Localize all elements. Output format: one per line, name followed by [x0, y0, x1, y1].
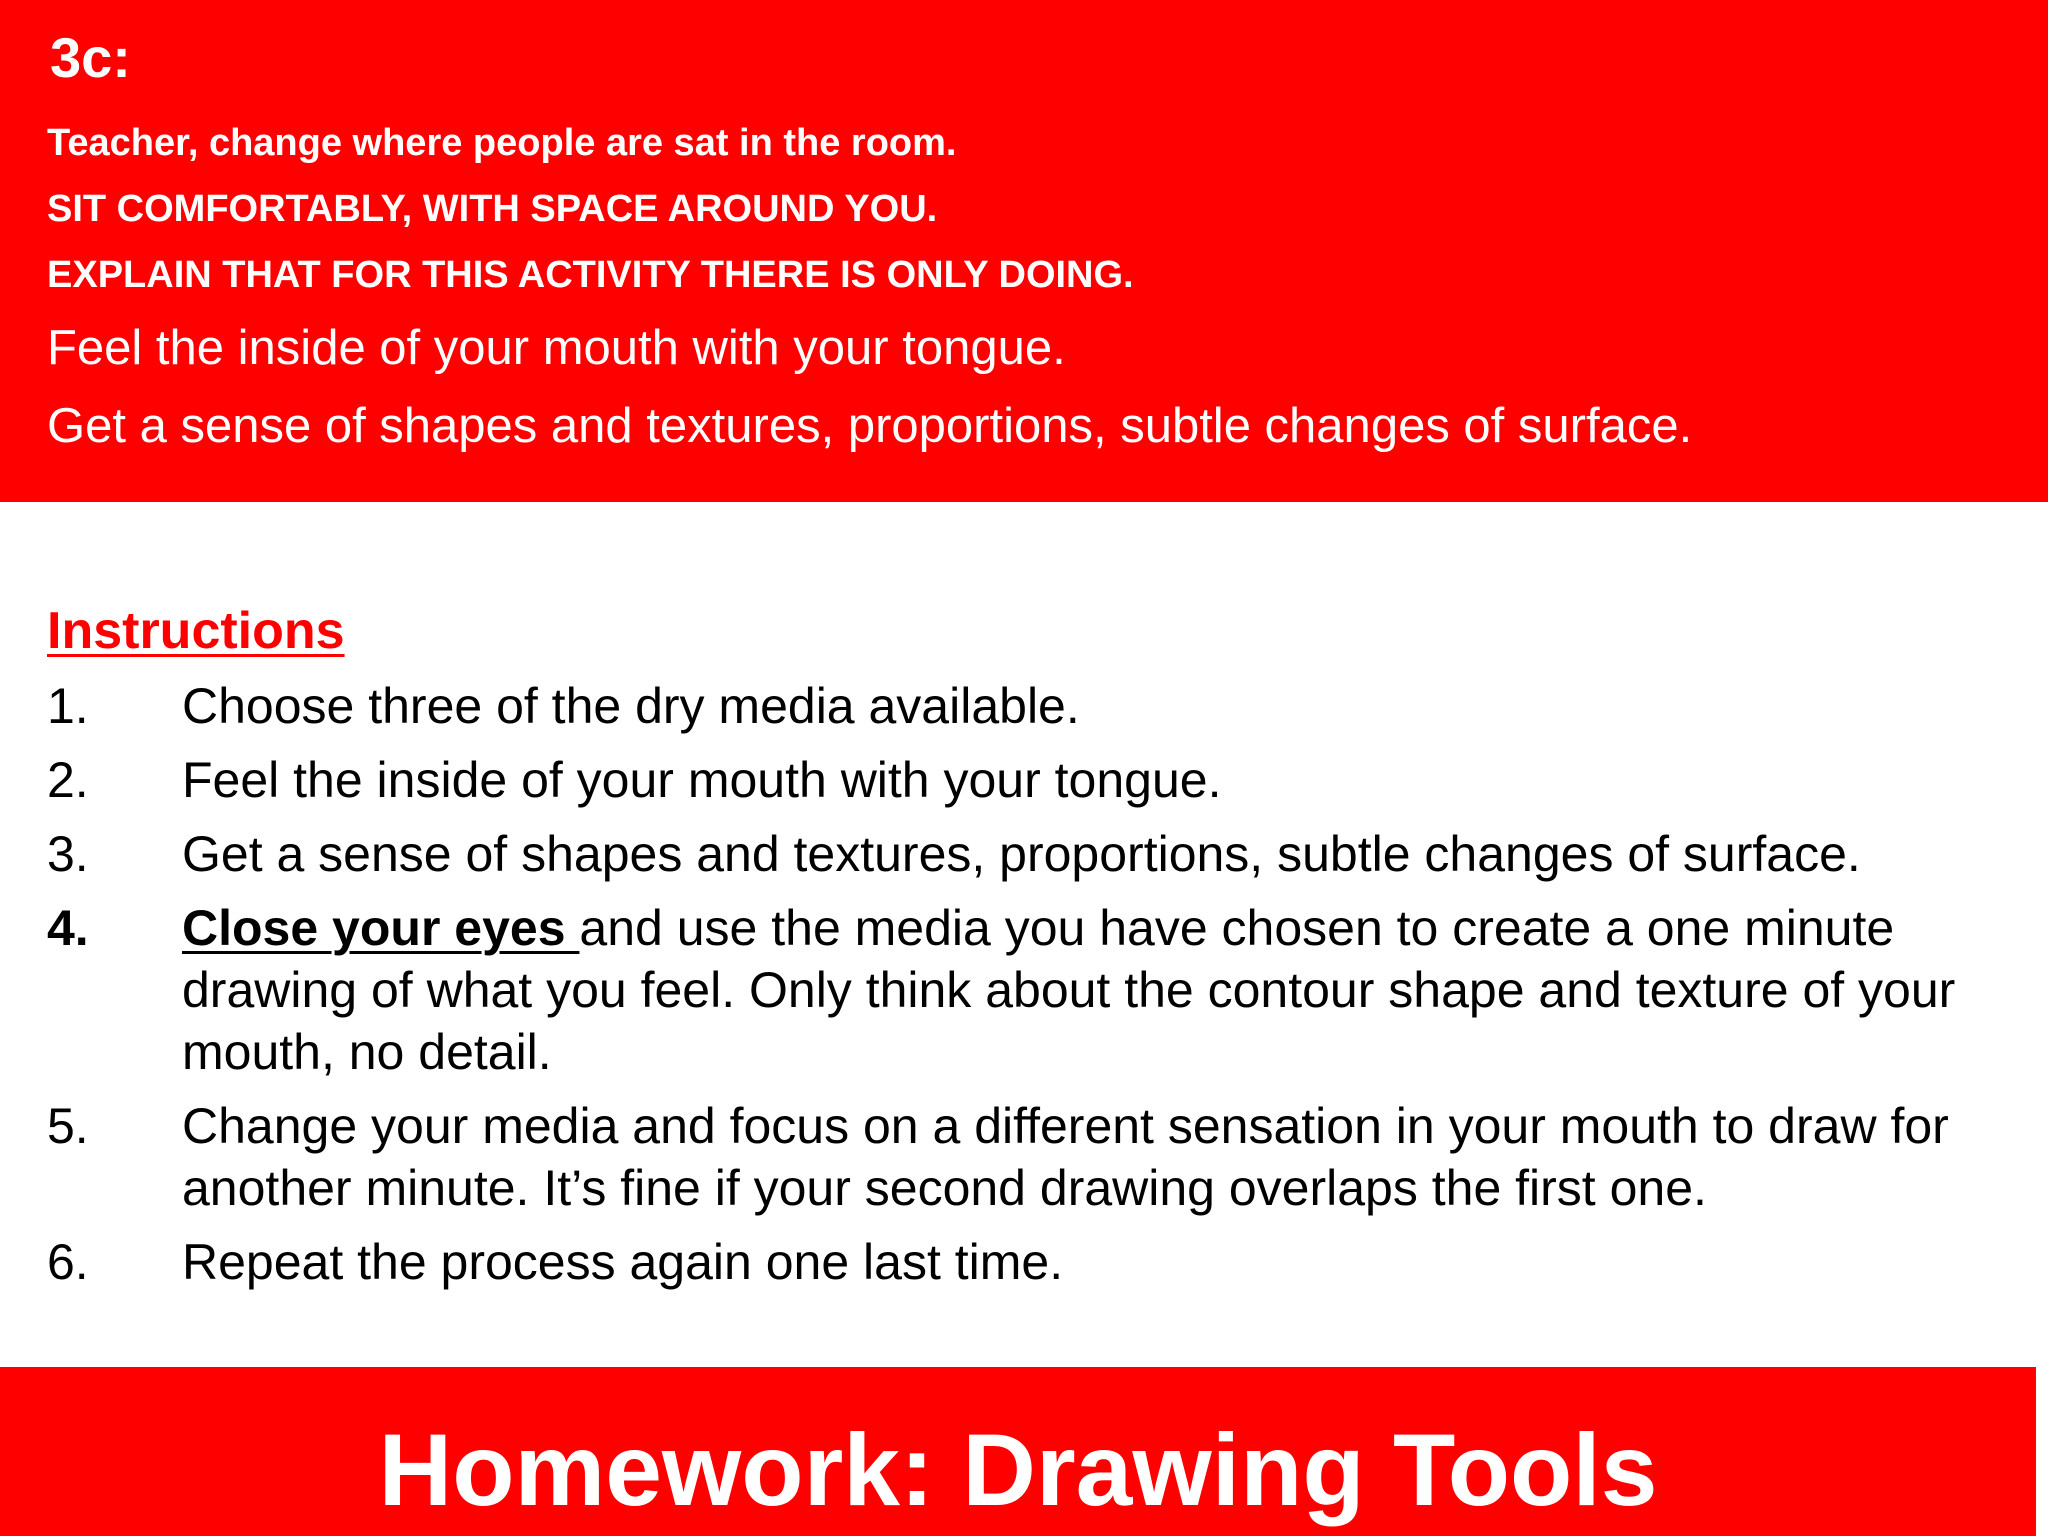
step-text: Get a sense of shapes and textures, proportions, subtle changes of surface.: [182, 826, 1861, 882]
homework-banner: [0, 1367, 2036, 1536]
step-number: 3.: [47, 826, 89, 882]
instruction-step: [47, 1095, 2007, 1219]
instruction-step: [47, 897, 2007, 1083]
step-text: and use the media you have chosen to create a one minute drawing of what you feel. Only think about the contour shape and texture of your mouth, no detail.: [182, 900, 1956, 1080]
activity-prompt: Get a sense of shapes and textures, proportions, subtle changes of surface.: [47, 399, 1693, 453]
instruction-step: [47, 1231, 2007, 1293]
step-text: Feel the inside of your mouth with your tongue.: [182, 752, 1222, 808]
instructions-section: [47, 603, 2007, 1305]
step-number: 2.: [47, 752, 89, 808]
homework-title: Homework: Drawing Tools: [378, 1413, 1658, 1527]
teacher-note: SIT COMFORTABLY, WITH SPACE AROUND YOU.: [47, 188, 938, 230]
step-text-container: [182, 897, 2007, 1083]
activity-prompt: Feel the inside of your mouth with your tongue.: [47, 321, 1066, 375]
step-text: Repeat the process again one last time.: [182, 1234, 1064, 1290]
teacher-notes-panel: [0, 0, 2048, 502]
step-number: 4.: [47, 900, 89, 956]
instructions-heading: Instructions: [47, 602, 345, 660]
step-number: 5.: [47, 1098, 89, 1154]
instruction-step: [47, 675, 2007, 737]
instruction-step: [47, 749, 2007, 811]
instruction-step: [47, 823, 2007, 885]
step-emphasis: Close your eyes: [182, 900, 580, 956]
step-number: 6.: [47, 1234, 89, 1290]
teacher-note: EXPLAIN THAT FOR THIS ACTIVITY THERE IS ONLY DOING.: [47, 254, 1134, 296]
step-number: 1.: [47, 678, 89, 734]
lesson-code: 3c:: [50, 26, 131, 89]
step-text: Change your media and focus on a different sensation in your mouth to draw for another minute. It’s fine if your second drawing overlaps the first one.: [182, 1098, 1949, 1216]
step-text: Choose three of the dry media available.: [182, 678, 1080, 734]
teacher-note: Teacher, change where people are sat in the room.: [47, 122, 957, 164]
